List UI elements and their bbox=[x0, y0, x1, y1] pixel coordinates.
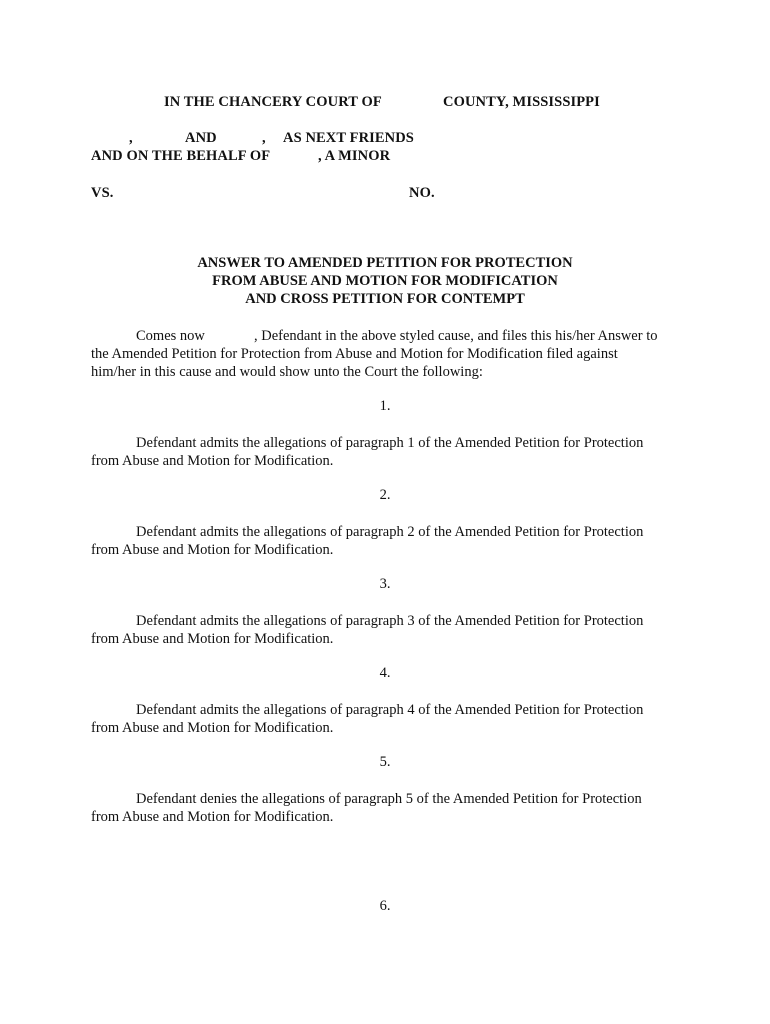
intro-line-3: him/her in this cause and would show unto the Court the following: bbox=[91, 364, 483, 380]
party-and: AND bbox=[185, 130, 217, 146]
paragraph-text-line-1: Defendant admits the allegations of paragraph 1 of the Amended Petition for Protection bbox=[136, 435, 644, 451]
court-county-state: COUNTY, MISSISSIPPI bbox=[443, 94, 600, 110]
paragraph-text-line-2: from Abuse and Motion for Modification. bbox=[91, 720, 334, 736]
paragraph-text-line-2: from Abuse and Motion for Modification. bbox=[91, 631, 334, 647]
versus-label: VS. bbox=[91, 185, 114, 201]
paragraph-number: 1. bbox=[379, 398, 391, 414]
intro-line-2: the Amended Petition for Protection from Abuse and Motion for Modification filed against bbox=[91, 346, 618, 362]
intro-comes-now: Comes now bbox=[136, 328, 205, 344]
party-comma-2: , bbox=[262, 130, 266, 146]
paragraph-number: 2. bbox=[379, 487, 391, 503]
document-title-line-1: ANSWER TO AMENDED PETITION FOR PROTECTION bbox=[197, 255, 573, 271]
document-title-line-3: AND CROSS PETITION FOR CONTEMPT bbox=[245, 291, 525, 307]
case-number-label: NO. bbox=[409, 185, 435, 201]
document-title-line-2: FROM ABUSE AND MOTION FOR MODIFICATION bbox=[212, 273, 558, 289]
paragraph-number: 3. bbox=[379, 576, 391, 592]
next-friends-label: AS NEXT FRIENDS bbox=[283, 130, 414, 146]
party-comma-1: , bbox=[129, 130, 133, 146]
paragraph-text-line-2: from Abuse and Motion for Modification. bbox=[91, 453, 334, 469]
minor-label: , A MINOR bbox=[318, 148, 391, 164]
paragraph-text-line-2: from Abuse and Motion for Modification. bbox=[91, 542, 334, 558]
paragraph-number: 5. bbox=[379, 754, 391, 770]
court-name-left: IN THE CHANCERY COURT OF bbox=[164, 94, 382, 110]
paragraph-text-line-1: Defendant admits the allegations of paragraph 2 of the Amended Petition for Protection bbox=[136, 524, 644, 540]
paragraph-text-line-1: Defendant admits the allegations of paragraph 4 of the Amended Petition for Protection bbox=[136, 702, 644, 718]
intro-line-1: , Defendant in the above styled cause, and files this his/her Answer to bbox=[254, 328, 658, 344]
paragraph-text-line-1: Defendant denies the allegations of paragraph 5 of the Amended Petition for Protection bbox=[136, 791, 642, 807]
paragraph-text-line-2: from Abuse and Motion for Modification. bbox=[91, 809, 334, 825]
paragraph-number: 6. bbox=[379, 898, 391, 914]
behalf-of-label: AND ON THE BEHALF OF bbox=[91, 148, 271, 164]
paragraph-text-line-1: Defendant admits the allegations of paragraph 3 of the Amended Petition for Protection bbox=[136, 613, 644, 629]
paragraph-number: 4. bbox=[379, 665, 391, 681]
